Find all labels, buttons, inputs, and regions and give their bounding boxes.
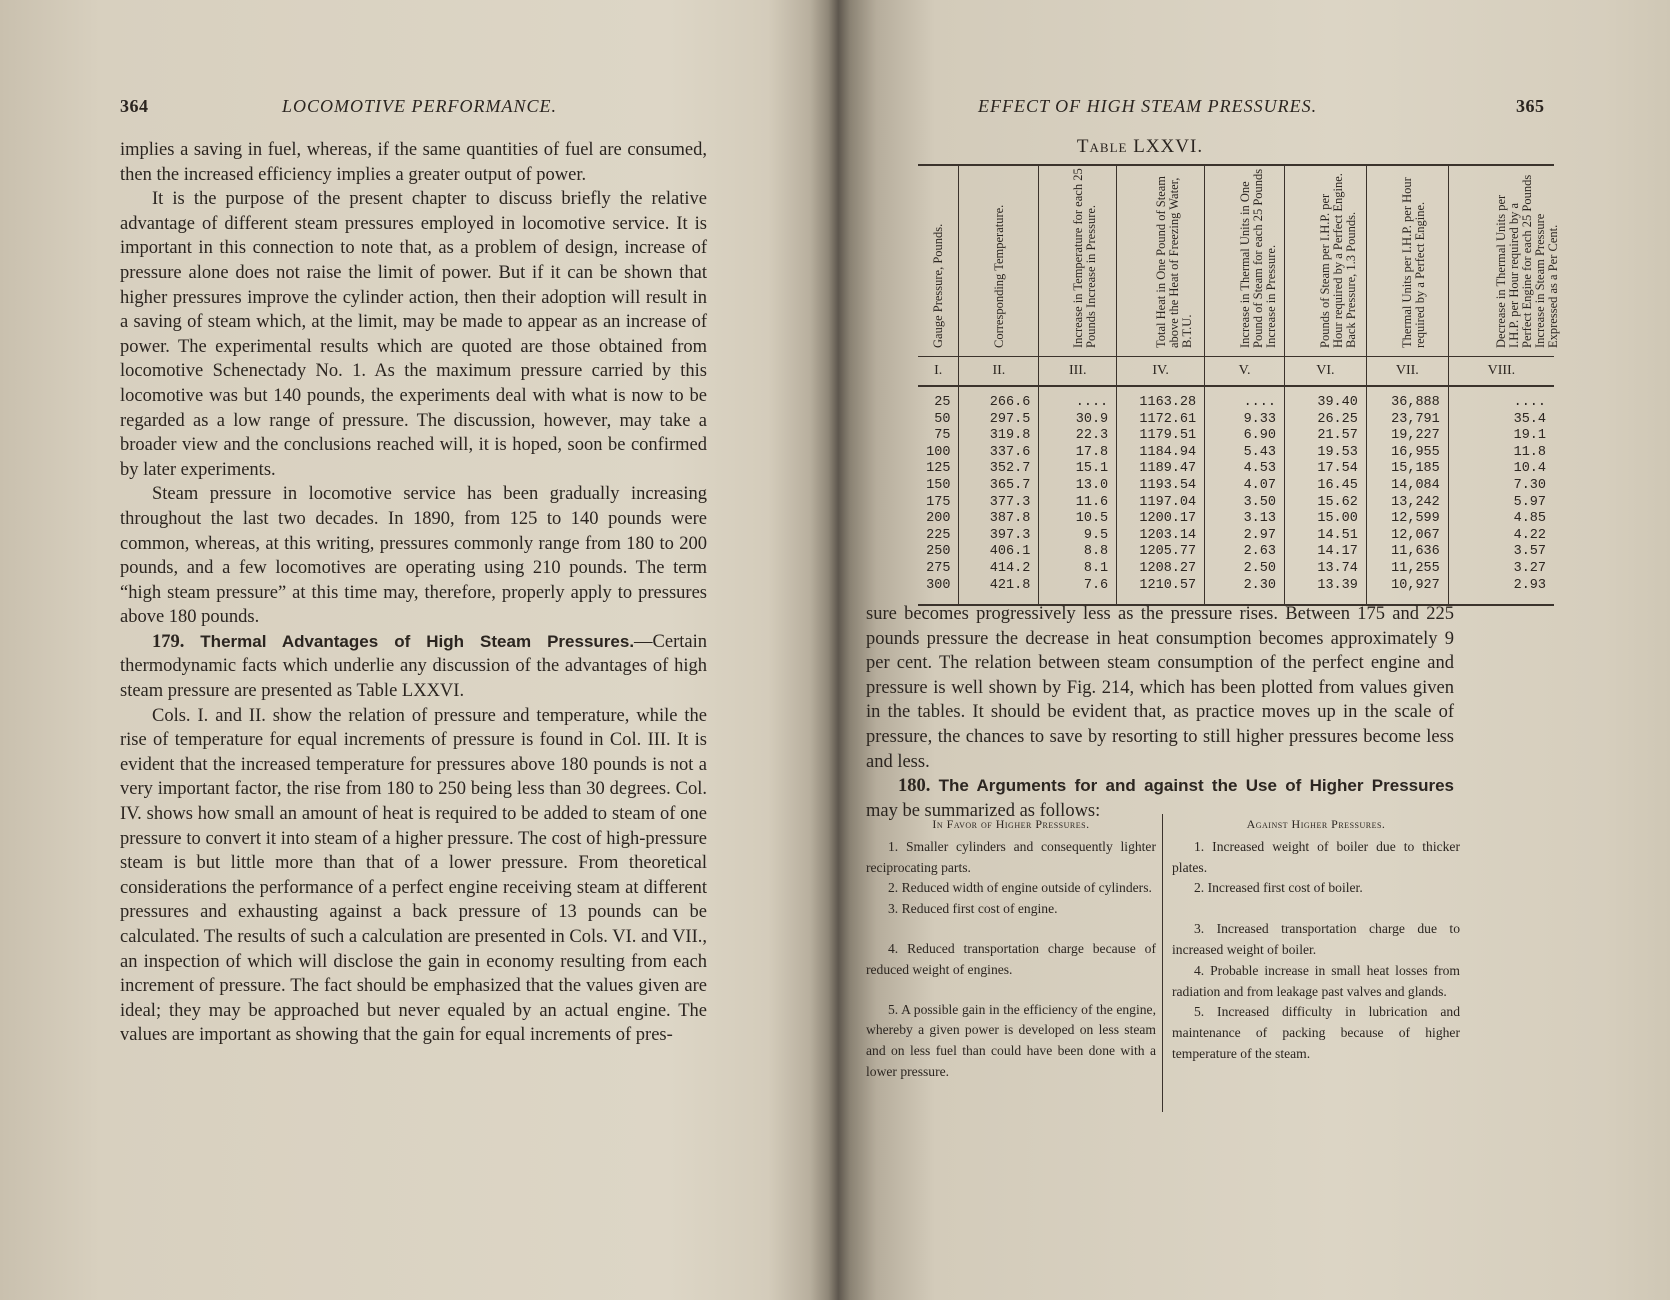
table-row — [918, 544, 1554, 561]
column-number: VII. — [1366, 357, 1448, 387]
table-cell: 397.3 — [959, 528, 1039, 545]
paragraph: Steam pressure in locomotive service has been gradually increasing throughout the last two decades. In 1890, from 125 to 140 pounds were common, whereas, at this writing, pressures commonly range from 180 to 200 pounds, and a few locomotives are operating using 210 pounds. The term “high steam pressure” at this time may, therefore, properly apply to pressures above 180 pounds. — [120, 484, 707, 628]
column-number: VIII. — [1448, 357, 1554, 387]
table-cell: 2.63 — [1205, 544, 1285, 561]
table-cell: 19,227 — [1366, 428, 1448, 445]
table-cell: 23,791 — [1366, 412, 1448, 429]
table-cell: 3.57 — [1448, 544, 1554, 561]
table-cell: 13.74 — [1284, 561, 1366, 578]
table-cell: 266.6 — [959, 386, 1039, 412]
table-cell: 35.4 — [1448, 412, 1554, 429]
table-cell: 3.50 — [1205, 495, 1285, 512]
table-cell: 365.7 — [959, 478, 1039, 495]
right-body — [866, 602, 1454, 823]
table-cell: 26.25 — [1284, 412, 1366, 429]
against-column — [1172, 814, 1460, 1065]
table-cell: 25 — [934, 395, 951, 410]
section-text: —Certain thermodynamic facts which underlie any discussion of the advantages of high steam pressure are presented as Table LXXVI. — [120, 631, 707, 702]
column-number: III. — [1039, 357, 1117, 387]
table-cell: .... — [1205, 386, 1285, 412]
table-cell: .... — [1448, 386, 1554, 412]
favor-item: 3. Reduced first cost of engine. — [888, 901, 1058, 917]
table-cell: 19.53 — [1284, 445, 1366, 462]
table-lxxvi — [918, 164, 1561, 606]
table-cell: 11.8 — [1448, 445, 1554, 462]
column-number: IV. — [1117, 357, 1205, 387]
table-cell: 1163.28 — [1117, 386, 1205, 412]
table-cell: 150 — [926, 477, 951, 493]
table-cell: 406.1 — [959, 544, 1039, 561]
against-item: 5. Increased difficulty in lubrication and maintenance of packing because of higher temperature of the steam. — [1172, 1004, 1460, 1061]
table-row — [918, 478, 1554, 495]
table-cell: 17.8 — [1039, 445, 1117, 462]
left-running-head: LOCOMOTIVE PERFORMANCE. — [282, 96, 557, 116]
table-cell: 3.13 — [1205, 511, 1285, 528]
paragraph: sure becomes progressively less as the pressure rises. Between 175 and 225 pounds pressure the decrease in heat consumption becomes approximately 9 per cent. The relation between steam consumption of the perfect engine and pressure is well shown by Fig. 214, which has been plotted from values given in the tables. It should be evident that, as practice moves up in the scale of pressure, the chances to save by resorting to still higher pressures become less and less. — [866, 604, 1454, 772]
table-header: Increase in Thermal Units in One Pound of Steam for each 25 Pounds Increase in Pressure. — [1205, 165, 1285, 357]
table-header: Total Heat in One Pound of Steam above the Heat of Freezing Water, B.T.U. — [1117, 165, 1205, 357]
table-row — [918, 511, 1554, 528]
table-row — [918, 386, 1554, 412]
column-divider — [1162, 814, 1163, 1112]
table-cell: 30.9 — [1039, 412, 1117, 429]
table-cell: 100 — [926, 444, 951, 460]
table-cell: 2.93 — [1448, 578, 1554, 606]
section-text: may be summarized as follows: — [866, 800, 1101, 821]
table-cell: 1200.17 — [1117, 511, 1205, 528]
column-number: II. — [959, 357, 1039, 387]
table-cell: 300 — [918, 578, 959, 606]
section-number: 180. — [898, 776, 931, 797]
table-cell: 8.1 — [1039, 561, 1117, 578]
paragraph: It is the purpose of the present chapter to discuss briefly the relative advantage of different steam pressures employed in locomotive service. It is important in this connection to note that, as a problem of design, increase of pressure alone does not raise the limit of power. But if it can be shown that higher pressures improve the cylinder action, then their adoption will result in a saving of steam which, at the limit, may be made to appear as an increase of power. The experimental results which are quoted are those obtained from locomotive Schenectady No. 1. As the maximum pressure carried by this locomotive was but 140 pounds, the experiments deal with what is now to be regarded as a low range of pressure. The discussion, however, may take a broader view and the conclusions reached will, it is hoped, soon be confirmed by later experiments. — [120, 189, 707, 480]
table-cell: 50 — [934, 411, 951, 427]
table-cell: 75 — [934, 428, 951, 444]
table-cell: 14.17 — [1284, 544, 1366, 561]
table-cell: 14,084 — [1366, 478, 1448, 495]
right-page-number: 365 — [1516, 96, 1545, 116]
table-cell: 12,067 — [1366, 528, 1448, 545]
against-item: 3. Increased transportation charge due to increased weight of boiler. — [1172, 921, 1460, 957]
table-cell: 15.62 — [1284, 495, 1366, 512]
table-cell: 15,185 — [1366, 461, 1448, 478]
table-cell: 10.4 — [1448, 461, 1554, 478]
table-cell: 2.97 — [1205, 528, 1285, 545]
table-cell: 1193.54 — [1117, 478, 1205, 495]
table-cell: 5.43 — [1205, 445, 1285, 462]
table-cell: 2.50 — [1205, 561, 1285, 578]
table-cell: 352.7 — [959, 461, 1039, 478]
table-cell: 1189.47 — [1117, 461, 1205, 478]
table-cell: 11,636 — [1366, 544, 1448, 561]
table-cell: 17.54 — [1284, 461, 1366, 478]
table-cell: 8.8 — [1039, 544, 1117, 561]
favor-item: 2. Reduced width of engine outside of cylinders. — [888, 880, 1152, 896]
table-cell: 5.97 — [1448, 495, 1554, 512]
table-cell: 4.22 — [1448, 528, 1554, 545]
table-cell: 16,955 — [1366, 445, 1448, 462]
table-row — [918, 412, 1554, 429]
table-cell: 10,927 — [1366, 578, 1448, 606]
table-cell: 15.00 — [1284, 511, 1366, 528]
table-header: Thermal Units per I.H.P. per Hour required by a Perfect Engine. — [1366, 165, 1448, 357]
section-179 — [120, 630, 707, 704]
table-cell: 11.6 — [1039, 495, 1117, 512]
table-cell: 10.5 — [1039, 511, 1117, 528]
table-header: Decrease in Thermal Units per I.H.P. per Hour required by a Perfect Engine for each 25 Pounds Increase in Steam Pressure Expressed as a Per Cent. — [1448, 165, 1554, 357]
table-cell: 11,255 — [1366, 561, 1448, 578]
table-row — [918, 428, 1554, 445]
favor-column — [866, 814, 1156, 1083]
table-cell: 414.2 — [959, 561, 1039, 578]
against-item: 2. Increased first cost of boiler. — [1194, 880, 1363, 896]
table-cell: 200 — [926, 511, 951, 527]
table-cell: 6.90 — [1205, 428, 1285, 445]
table-cell: 13,242 — [1366, 495, 1448, 512]
table-cell: 319.8 — [959, 428, 1039, 445]
table-cell: 7.6 — [1039, 578, 1117, 606]
left-page-number: 364 — [120, 96, 149, 116]
column-number: V. — [1205, 357, 1285, 387]
table-cell: 12,599 — [1366, 511, 1448, 528]
table-cell: 15.1 — [1039, 461, 1117, 478]
column-number: VI. — [1284, 357, 1366, 387]
table-cell: 39.40 — [1284, 386, 1366, 412]
table-cell: 297.5 — [959, 412, 1039, 429]
table-header: Pounds of Steam per I.H.P. per Hour required by a Perfect Engine. Back Pressure, 1.3 Pounds. — [1284, 165, 1366, 357]
against-item: 1. Increased weight of boiler due to thicker plates. — [1172, 838, 1460, 875]
table-header: Corresponding Temperature. — [959, 165, 1039, 357]
table-body — [918, 386, 1554, 605]
section-title: Thermal Advantages of High Steam Pressures. — [200, 631, 635, 651]
table-cell: 1184.94 — [1117, 445, 1205, 462]
table-cell: 125 — [926, 461, 951, 477]
table-cell: .... — [1039, 386, 1117, 412]
table-row — [918, 578, 1554, 606]
table-cell: 14.51 — [1284, 528, 1366, 545]
table-cell: 387.8 — [959, 511, 1039, 528]
right-running-head: EFFECT OF HIGH STEAM PRESSURES. — [978, 96, 1318, 116]
table-cell: 4.07 — [1205, 478, 1285, 495]
table-cell: 4.85 — [1448, 511, 1554, 528]
table-cell: 7.30 — [1448, 478, 1554, 495]
table-cell: 4.53 — [1205, 461, 1285, 478]
table-cell: 36,888 — [1366, 386, 1448, 412]
left-body — [120, 138, 707, 1048]
table-row — [918, 495, 1554, 512]
table-cell: 3.27 — [1448, 561, 1554, 578]
table-cell: 2.30 — [1205, 578, 1285, 606]
favor-item: 4. Reduced transportation charge because of reduced weight of engines. — [866, 940, 1156, 977]
section-number: 179. — [152, 631, 185, 652]
table-cell: 1205.77 — [1117, 544, 1205, 561]
section-title: The Arguments for and against the Use of Higher Pressures — [938, 776, 1455, 796]
table-cell: 337.6 — [959, 445, 1039, 462]
paragraph: Cols. I. and II. show the relation of pressure and temperature, while the rise of temperature for equal increments of pressure is found in Col. III. It is evident that the increased temperature for pressures above 180 pounds is not a very important factor, the rise from 180 to 250 being less than 30 degrees. Col. IV. shows how small an amount of heat is required to be added to steam of one pressure to convert it into steam of a higher pressure. The cost of high-pressure steam is but little more than that of a lower pressure. From theoretical considerations the performance of a perfect engine receiving steam at different pressures and exhausting against a back pressure of 13 pounds can be calculated. The results of such a calculation are presented in Cols. VI. and VII., an inspection of which will disclose the gain in economy resulting from each increment of pressure. The fact should be emphasized that the values given are ideal; they may be approached but never equaled by an actual engine. The values are important as showing that the gain for equal increments of pres- — [120, 705, 707, 1046]
table-cell: 1197.04 — [1117, 495, 1205, 512]
against-heading: Against Higher Pressures. — [1246, 817, 1386, 831]
table-row — [918, 445, 1554, 462]
table-cell: 13.39 — [1284, 578, 1366, 606]
table-cell: 9.33 — [1205, 412, 1285, 429]
table-cell: 1172.61 — [1117, 412, 1205, 429]
favor-heading: In Favor of Higher Pressures. — [932, 817, 1090, 831]
table-cell: 13.0 — [1039, 478, 1117, 495]
column-number: I. — [918, 357, 959, 387]
table-header: Increase in Temperature for each 25 Pounds Increase in Pressure. — [1039, 165, 1117, 357]
table-cell: 225 — [926, 527, 951, 543]
table-row — [918, 528, 1554, 545]
table-cell: 421.8 — [959, 578, 1039, 606]
paragraph: implies a saving in fuel, whereas, if the same quantities of fuel are consumed, then the increased efficiency implies a greater output of power. — [120, 140, 707, 185]
table-cell: 1210.57 — [1117, 578, 1205, 606]
table-cell: 175 — [926, 494, 951, 510]
against-item: 4. Probable increase in small heat losses from radiation and from leakage past valves and glands. — [1172, 962, 1460, 999]
table-cell: 21.57 — [1284, 428, 1366, 445]
table-cell: 19.1 — [1448, 428, 1554, 445]
table-row — [918, 561, 1554, 578]
table-cell: 9.5 — [1039, 528, 1117, 545]
table-cell: 22.3 — [1039, 428, 1117, 445]
table-cell: 377.3 — [959, 495, 1039, 512]
table-cell: 1179.51 — [1117, 428, 1205, 445]
table-cell: 1208.27 — [1117, 561, 1205, 578]
table-cell: 250 — [926, 544, 951, 560]
table-cell: 1203.14 — [1117, 528, 1205, 545]
favor-item: 5. A possible gain in the efficiency of the engine, whereby a given power is developed on less steam and on less fuel than could have been done with a lower pressure. — [866, 1001, 1156, 1079]
table-caption: Table LXXVI. — [1076, 136, 1204, 157]
table-row — [918, 461, 1554, 478]
table-header: Gauge Pressure, Pounds. — [918, 165, 959, 357]
table-cell: 275 — [926, 560, 951, 576]
favor-item: 1. Smaller cylinders and consequently lighter reciprocating parts. — [866, 838, 1156, 875]
left-page — [0, 0, 815, 1300]
table-cell: 16.45 — [1284, 478, 1366, 495]
